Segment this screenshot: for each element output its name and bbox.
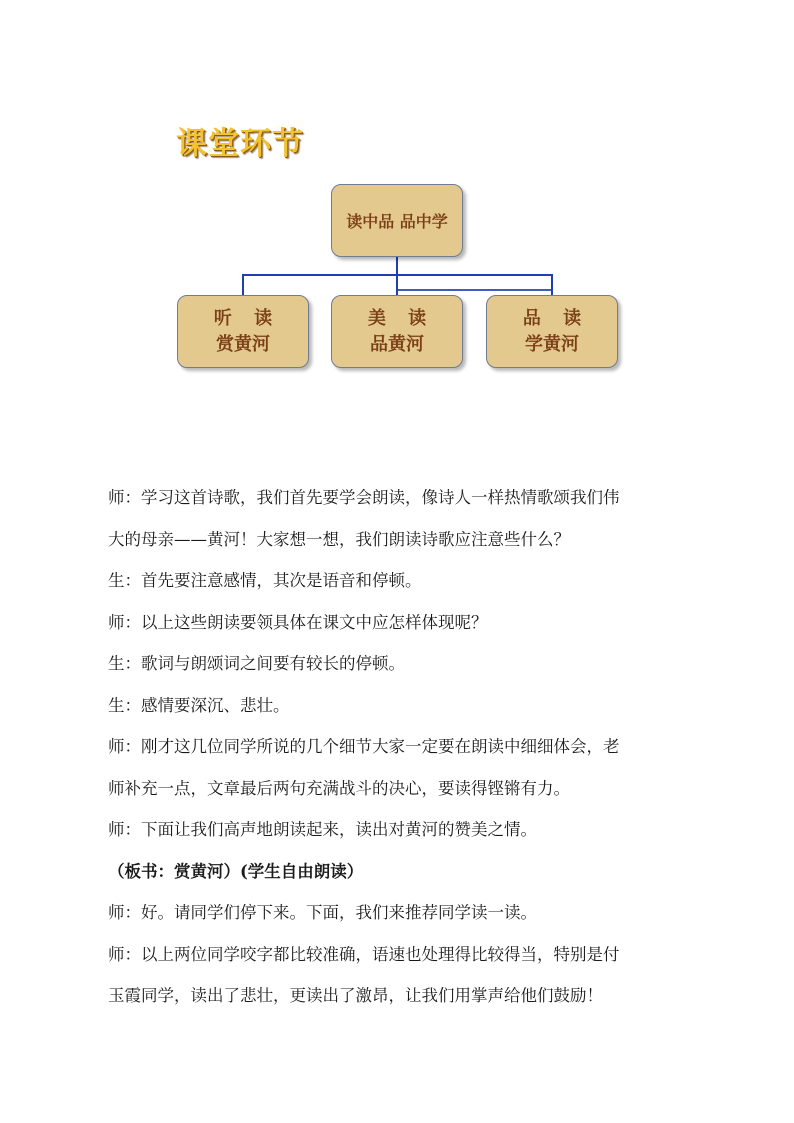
paragraph-11: 师：好。请同学们停下来。下面，我们来推荐同学读一读。: [108, 903, 537, 922]
section-title: 课堂环节: [176, 126, 304, 162]
diagram-child-2-line1: 美 读: [367, 307, 435, 329]
diagram-child-node-1: [177, 295, 309, 368]
diagram-child-1-line1: 听 读: [213, 307, 281, 329]
diagram-child-node-3: [486, 295, 618, 368]
connector-left-down: [242, 274, 244, 295]
connector-bracket: [398, 289, 551, 291]
lesson-transcript: [108, 477, 693, 1017]
paragraph-7: 师：刚才这几位同学所说的几个细节大家一定要在朗读中细细体会，老: [108, 737, 620, 756]
paragraph-2: 大的母亲——黄河！大家想一想，我们朗读诗歌应注意些什么？: [108, 529, 570, 549]
paragraph-6: 生：感情要深沉、悲壮。: [108, 695, 290, 715]
paragraph-8: 师补充一点，文章最后两句充满战斗的决心，要读得铿锵有力。: [108, 778, 570, 798]
diagram-child-2-line2: 品黄河: [370, 333, 424, 355]
board-note: （板书：赏黄河）(学生自由朗读）: [108, 861, 364, 881]
paragraph-1: 师：学习这首诗歌，我们首先要学会朗读，像诗人一样热情歌颂我们伟: [108, 488, 620, 507]
diagram-child-node-2: [331, 295, 463, 368]
diagram-child-3-line2: 学黄河: [525, 333, 579, 355]
diagram-child-3-line1: 品 读: [522, 307, 590, 329]
paragraph-3: 生：首先要注意感情，其次是语音和停顿。: [108, 571, 422, 590]
diagram-child-1-line2: 赏黄河: [216, 333, 270, 355]
diagram-root-label: 读中品 品中学: [346, 212, 448, 231]
paragraph-4: 师：以上这些朗读要领具体在课文中应怎样体现呢？: [108, 612, 488, 632]
paragraph-9: 师：下面让我们高声地朗读起来，读出对黄河的赞美之情。: [108, 820, 537, 839]
paragraph-12: 师：以上两位同学咬字都比较准确，语速也处理得比较得当，特别是付: [108, 944, 620, 964]
connector-root-down: [396, 257, 398, 275]
paragraph-13: 玉霞同学，读出了悲壮，更读出了激昂，让我们用掌声给他们鼓励！: [108, 986, 603, 1005]
diagram-root-node: [331, 184, 463, 257]
connector-right-down: [551, 274, 553, 295]
connector-middle-down: [396, 274, 398, 295]
org-chart: [0, 0, 794, 400]
paragraph-5: 生：歌词与朗颂词之间要有较长的停顿。: [108, 654, 405, 673]
